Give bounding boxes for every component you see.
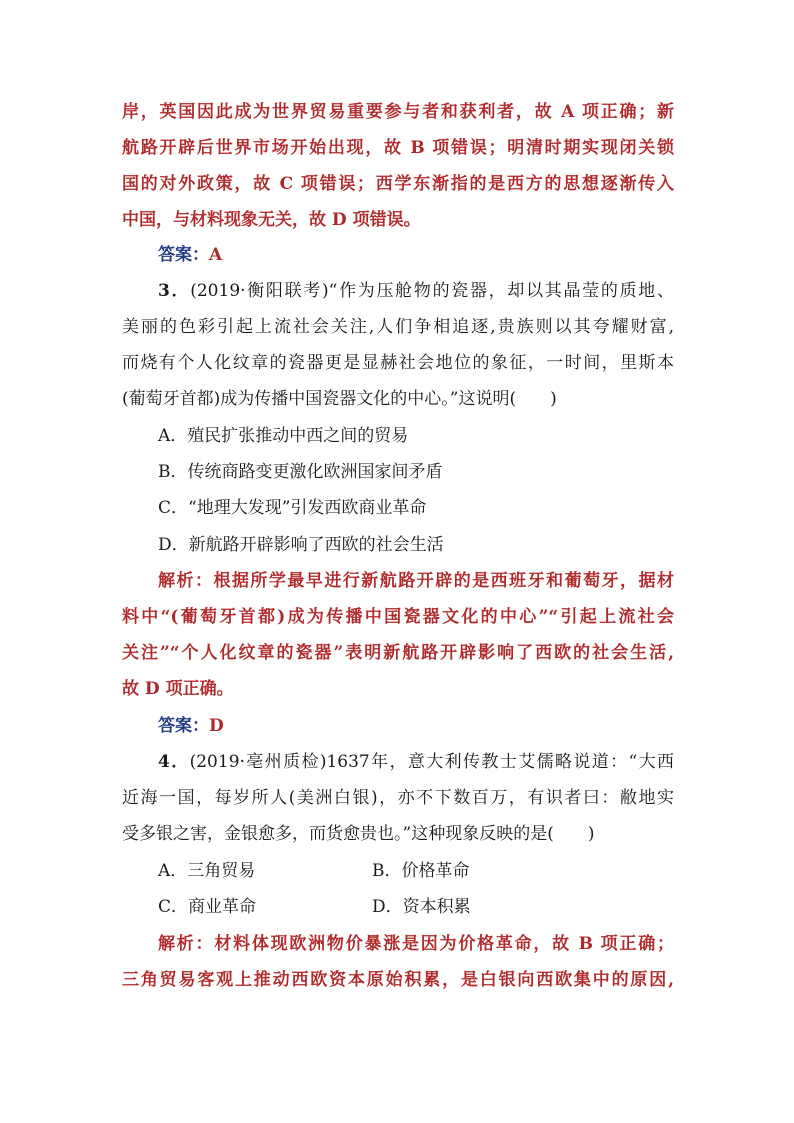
question-4-option-a: A．三角贸易 (158, 861, 256, 881)
analysis-label: 解析： (158, 571, 214, 591)
question-4-option-c: C．商业革命 (158, 897, 257, 917)
question-4-analysis (122, 926, 674, 998)
answer-value: D (209, 716, 224, 736)
question-3-line (122, 273, 674, 309)
question-3-analysis-line (122, 563, 674, 599)
question-3-line: (葡萄牙首都)成为传播中国瓷器文化的中心。”这说明( ) (122, 389, 557, 409)
question-4 (122, 744, 674, 852)
question-3-option-c: C．“地理大发现”引发西欧商业革命 (158, 498, 427, 518)
question-3-analysis-line: 故 D 项正确。 (122, 679, 234, 699)
question-4-number: 4． (158, 752, 190, 772)
prev-analysis-line: 国的对外政策，故 C 项错误；西学东渐指的是西方的思想逐渐传入 (122, 174, 674, 194)
question-3-text: (2019·衡阳联考)“作为压舱物的瓷器，却以其晶莹的质地、 (190, 281, 674, 301)
question-4-option-d: D．资本积累 (372, 897, 471, 917)
question-3-answer-row (158, 708, 458, 744)
question-3-number: 3． (158, 281, 191, 301)
question-3-analysis-line: 关注”“个人化纹章的瓷器”表明新航路开辟影响了西欧的社会生活, (122, 643, 674, 663)
question-4-analysis-text: 材料体现欧洲物价暴涨是因为价格革命，故 B 项正确； (214, 934, 674, 954)
answer-label: 答案： (158, 245, 209, 265)
question-3-option-b: B．传统商路变更激化欧洲国家间矛盾 (158, 462, 443, 482)
question-3-option-d: D．新航路开辟影响了西欧的社会生活 (158, 535, 444, 555)
question-3-line: 美丽的色彩引起上流社会关注,人们争相追逐,贵族则以其夸耀财富, (122, 317, 674, 337)
prev-analysis (122, 94, 674, 238)
prev-answer-row (158, 237, 458, 273)
question-4-analysis-line (122, 926, 674, 962)
question-4-line (122, 744, 674, 780)
question-3-analysis-line: 料中“(葡萄牙首都)成为传播中国瓷器文化的中心”“引起上流社会 (122, 607, 674, 627)
question-4-line: 近海一国，每岁所人(美洲白银)，亦不下数百万，有识者曰：敝地实 (122, 788, 674, 808)
question-4-analysis-line: 三角贸易客观上推动西欧资本原始积累，是白银向西欧集中的原因, (122, 970, 674, 990)
question-4-line: 受多银之害，金银愈多，而货愈贵也。”这种现象反映的是( ) (122, 824, 595, 844)
question-3-analysis-text: 根据所学最早进行新航路开辟的是西班牙和葡萄牙，据材 (213, 571, 675, 591)
prev-analysis-line: 航路开辟后世界市场开始出现，故 B 项错误；明清时期实现闭关锁 (122, 138, 674, 158)
answer-value: A (209, 245, 223, 265)
question-3-analysis (122, 563, 674, 707)
question-3-line: 而烧有个人化纹章的瓷器更是显赫社会地位的象征，一时间，里斯本 (122, 353, 674, 373)
question-3-option-a: A．殖民扩张推动中西之间的贸易 (158, 426, 409, 446)
prev-analysis-line: 岸，英国因此成为世界贸易重要参与者和获利者，故 A 项正确；新 (122, 102, 674, 122)
prev-analysis-line: 中国，与材料现象无关，故 D 项错误。 (122, 210, 421, 230)
question-3 (122, 273, 674, 417)
question-4-text: (2019·亳州质检)1637年，意大利传教士艾儒略说道：“大西 (189, 752, 674, 772)
answer-label: 答案： (158, 716, 209, 736)
question-4-option-b: B．价格革命 (372, 861, 470, 881)
analysis-label: 解析： (158, 934, 215, 954)
